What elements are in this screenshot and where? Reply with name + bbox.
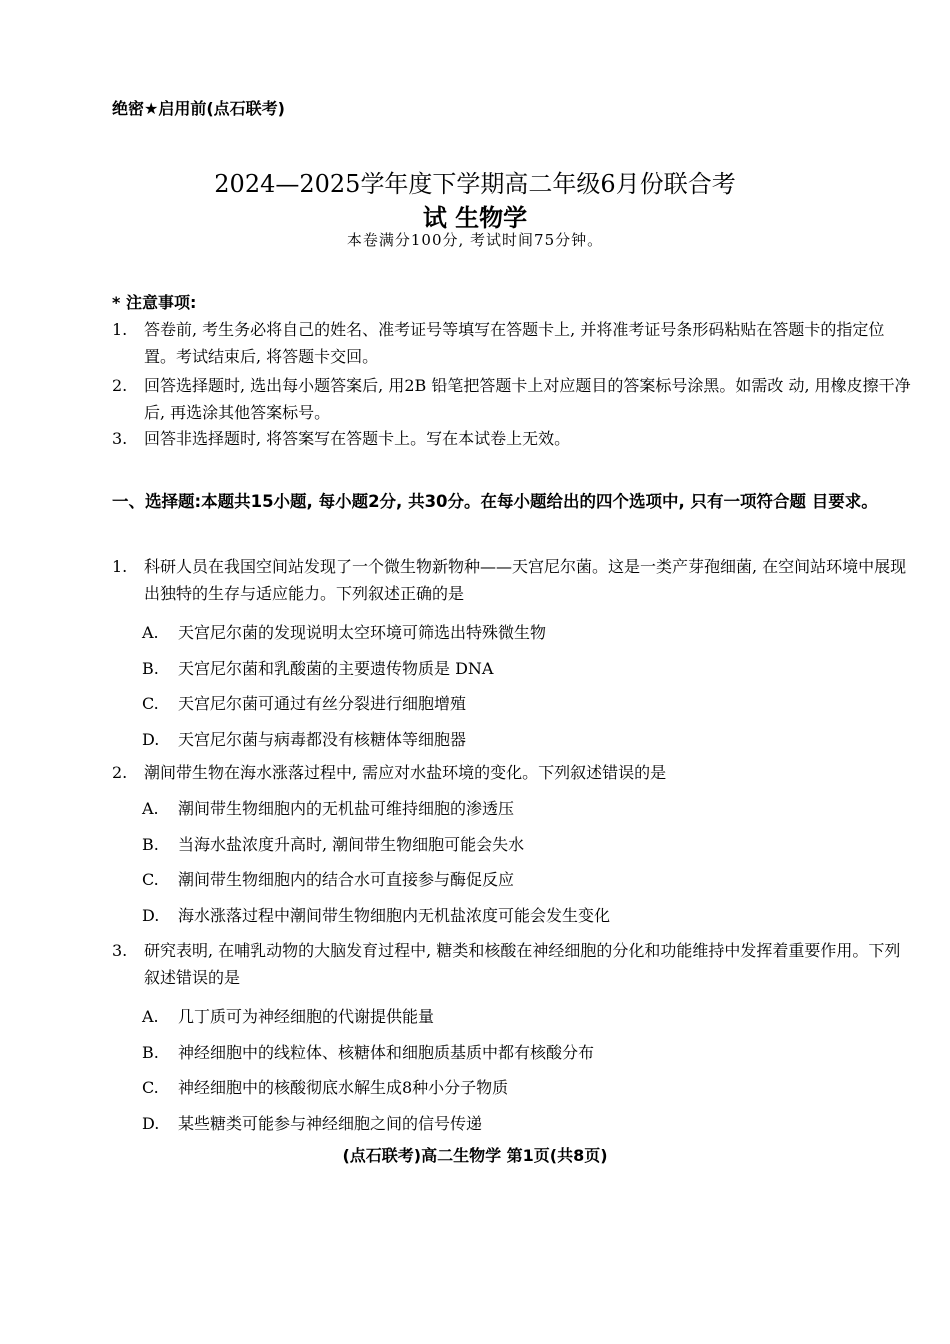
option-text: 潮间带生物细胞内的结合水可直接参与酶促反应 xyxy=(178,870,515,889)
option-d xyxy=(142,727,466,750)
notice-item-text: 答卷前, 考生务必将自己的姓名、准考证号等填写在答题卡上, 并将准考证号条形码粘贴在答题卡的指定位置。考试结束后, 将答题卡交回。 xyxy=(144,320,885,366)
option-label: C. xyxy=(142,870,159,889)
option-label: C. xyxy=(142,1078,159,1097)
option-label: B. xyxy=(142,835,159,854)
notice-heading: * 注意事项: xyxy=(112,293,197,312)
option-d xyxy=(142,903,610,926)
option-label: A. xyxy=(142,799,159,818)
option-label: D. xyxy=(142,906,160,925)
option-label: D. xyxy=(142,730,160,749)
option-label: A. xyxy=(142,1007,159,1026)
option-text: 天宫尼尔菌可通过有丝分裂进行细胞增殖 xyxy=(178,694,467,713)
question-number: 2. xyxy=(112,763,128,782)
option-c xyxy=(142,867,514,890)
notice-item-number: 2. xyxy=(112,376,128,395)
option-text: 天宫尼尔菌与病毒都没有核糖体等细胞器 xyxy=(178,730,467,749)
notice-item-text: 回答非选择题时, 将答案写在答题卡上。写在本试卷上无效。 xyxy=(144,429,571,448)
exam-title-line2: 试 生物学 xyxy=(422,203,528,232)
option-text: 神经细胞中的核酸彻底水解生成8种小分子物质 xyxy=(178,1078,509,1097)
option-label: D. xyxy=(142,1114,160,1133)
option-a xyxy=(142,1004,434,1027)
option-d xyxy=(142,1111,482,1134)
option-label: C. xyxy=(142,694,159,713)
option-text: 几丁质可为神经细胞的代谢提供能量 xyxy=(178,1007,435,1026)
option-b xyxy=(142,1040,594,1063)
option-text: 海水涨落过程中潮间带生物细胞内无机盐浓度可能会发生变化 xyxy=(178,906,611,925)
option-label: B. xyxy=(142,659,159,678)
question-number: 1. xyxy=(112,557,128,576)
option-text: 天宫尼尔菌和乳酸菌的主要遗传物质是 DNA xyxy=(178,659,494,678)
option-text: 神经细胞中的线粒体、核糖体和细胞质基质中都有核酸分布 xyxy=(178,1043,595,1062)
question-number: 3. xyxy=(112,941,128,960)
confidential-label: 绝密★启用前(点石联考) xyxy=(112,99,285,118)
option-text: 天宫尼尔菌的发现说明太空环境可筛选出特殊微生物 xyxy=(178,623,547,642)
exam-subtitle: 本卷满分100分, 考试时间75分钟。 xyxy=(346,231,604,249)
option-label: A. xyxy=(142,623,159,642)
notice-item-text: 回答选择题时, 选出每小题答案后, 用2B 铅笔把答题卡上对应题目的答案标号涂黑。如需改 动, 用橡皮擦干净后, 再选涂其他答案标号。 xyxy=(144,376,911,422)
option-text: 潮间带生物细胞内的无机盐可维持细胞的渗透压 xyxy=(178,799,515,818)
option-b xyxy=(142,832,524,855)
question-stem: 潮间带生物在海水涨落过程中, 需应对水盐环境的变化。下列叙述错误的是 xyxy=(144,763,667,782)
notice-item-number: 3. xyxy=(112,429,128,448)
option-label: B. xyxy=(142,1043,159,1062)
exam-title-line1: 2024—2025学年度下学期高二年级6月份联合考 xyxy=(214,170,736,198)
option-b xyxy=(142,656,493,679)
section-heading: 一、选择题:本题共15小题, 每小题2分, 共30分。在每小题给出的四个选项中, 只有一项符合题 目要求。 xyxy=(112,492,878,511)
notice-item-number: 1. xyxy=(112,320,128,339)
option-c xyxy=(142,1075,508,1098)
option-text: 当海水盐浓度升高时, 潮间带生物细胞可能会失水 xyxy=(178,835,525,854)
question-stem: 科研人员在我国空间站发现了一个微生物新物种——天宫尼尔菌。这是一类产芽孢细菌, 在空间站环境中展现出独特的生存与适应能力。下列叙述正确的是 xyxy=(144,557,907,603)
option-a xyxy=(142,796,514,819)
option-c xyxy=(142,691,466,714)
option-text: 某些糖类可能参与神经细胞之间的信号传递 xyxy=(178,1114,483,1133)
question-stem: 研究表明, 在哺乳动物的大脑发育过程中, 糖类和核酸在神经细胞的分化和功能维持中发挥着重要作用。下列叙述错误的是 xyxy=(144,941,901,987)
option-a xyxy=(142,620,546,643)
page-footer: (点石联考)高二生物学 第1页(共8页) xyxy=(342,1146,608,1165)
